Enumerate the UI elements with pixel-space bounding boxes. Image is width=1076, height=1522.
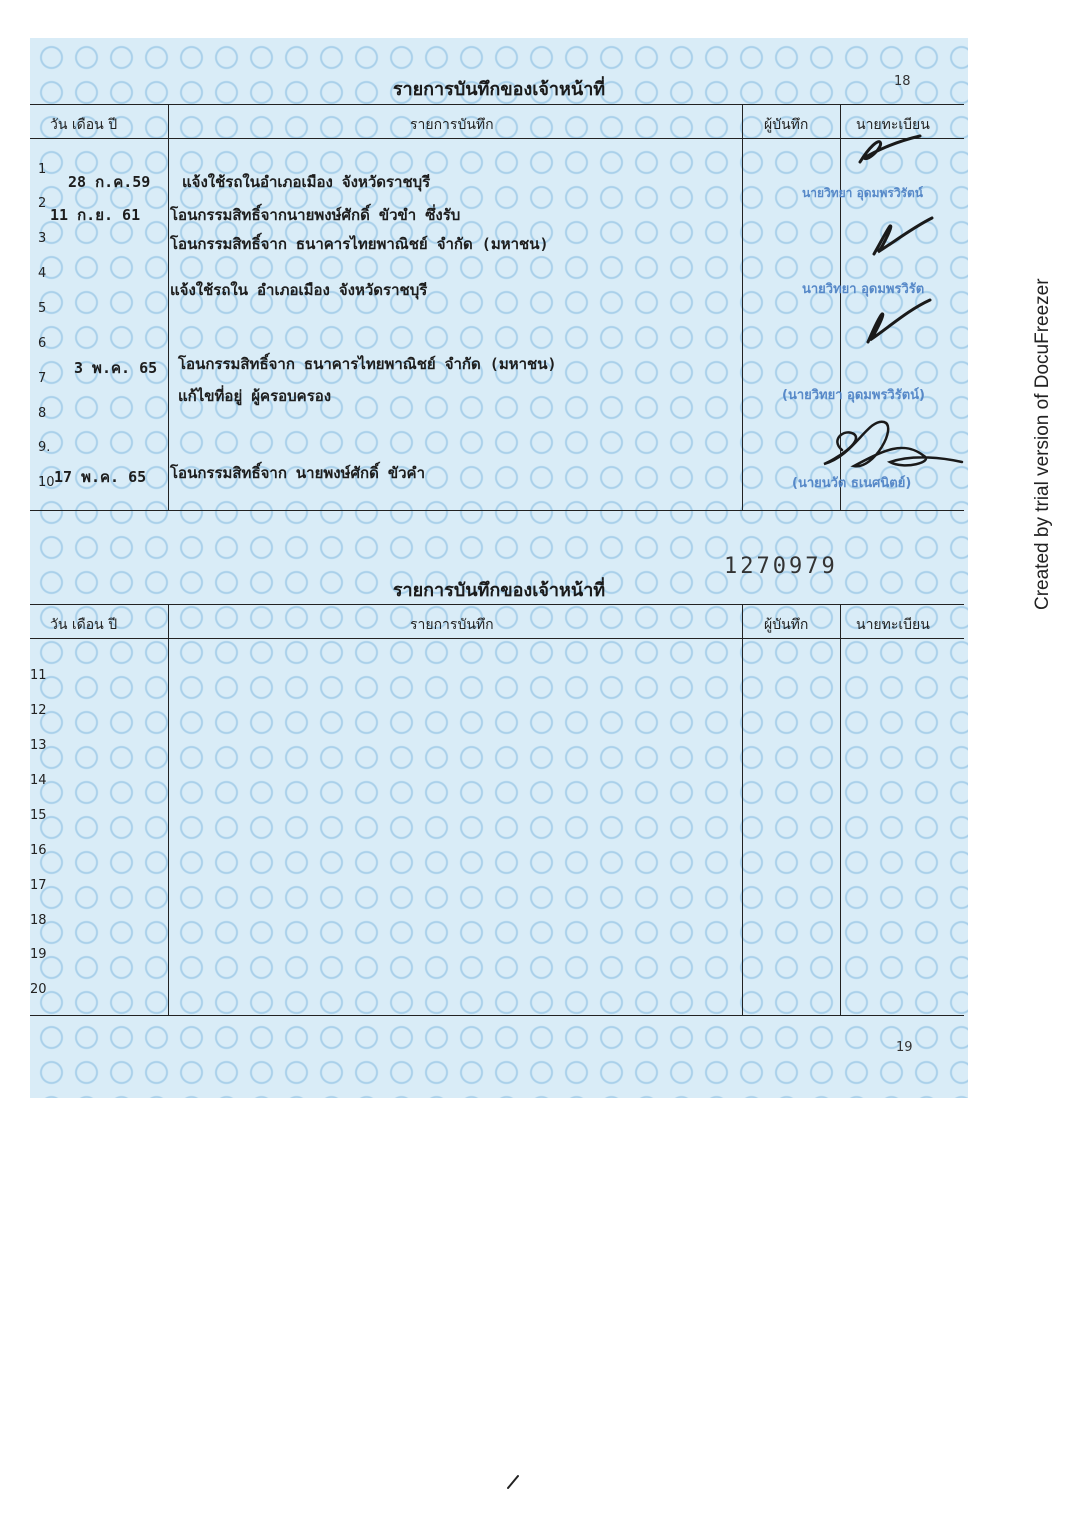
- signature-3: [858, 298, 932, 346]
- sheet2-header-registrar: นายทะเบียน: [856, 617, 930, 633]
- sheet2-col-divider-1: [168, 604, 169, 1015]
- signature-4: [794, 410, 964, 482]
- row-number: 9.: [38, 440, 51, 455]
- sheet2-top-rule: [30, 604, 964, 605]
- sheet1-header-recorder: ผู้บันทึก: [764, 117, 809, 133]
- entry-text: โอนกรรมสิทธิ์จาก นายพงษ์ศักดิ์ ขัวคำ: [170, 464, 425, 482]
- row-number: 20: [30, 982, 47, 997]
- row-number: 15: [30, 808, 47, 823]
- registration-page: [30, 38, 968, 1098]
- sheet1-title: รายการบันทึกของเจ้าหน้าที่: [392, 79, 606, 100]
- official-stamp: (นายนวัต ธเนศนิตย์): [792, 476, 912, 491]
- row-number: 8: [38, 406, 47, 421]
- row-number: 1: [38, 162, 47, 177]
- row-number: 7: [38, 371, 47, 386]
- entry-text: โอนกรรมสิทธิ์จากนายพงษ์ศักดิ์ ขัวขำ ซึ่งรับ: [170, 206, 461, 224]
- sheet2-page-number: 19: [896, 1040, 913, 1055]
- trial-watermark: Created by trial version of DocuFreezer: [1032, 278, 1053, 610]
- entry-text: โอนกรรมสิทธิ์จาก ธนาคารไทยพาณิชย์ จำกัด (มหาชน): [178, 355, 557, 373]
- row-number: 3: [38, 231, 47, 246]
- signature-2: [866, 214, 936, 258]
- entry-text: แก้ไขที่อยู่ ผู้ครอบครอง: [178, 387, 332, 405]
- row-number: 16: [30, 843, 47, 858]
- sheet1-header-registrar: นายทะเบียน: [856, 117, 930, 133]
- sheet1-header-rule: [30, 138, 964, 139]
- entry-date: 3 พ.ค. 65: [74, 359, 158, 377]
- entry-date: 11 ก.ย. 61: [50, 206, 141, 224]
- entry-text: แจ้งใช้รถในอำเภอเมือง จังหวัดราชบุรี: [182, 173, 431, 191]
- sheet2-header-rule: [30, 638, 964, 639]
- row-number: 2: [38, 196, 47, 211]
- signature-1: [850, 132, 926, 170]
- sheet2-col-divider-3: [840, 604, 841, 1015]
- row-number: 14: [30, 773, 47, 788]
- sheet2-col-divider-2: [742, 604, 743, 1015]
- official-stamp: นายวิทยา อุดมพรวิรัต: [802, 282, 925, 297]
- serial-number: 1270979: [724, 554, 838, 579]
- row-number: 5: [38, 301, 47, 316]
- sheet2-title: รายการบันทึกของเจ้าหน้าที่: [392, 580, 606, 601]
- row-number: 4: [38, 266, 47, 281]
- pen-mark: [506, 1474, 520, 1490]
- row-number: 11: [30, 668, 47, 683]
- sheet1-header-entries: รายการบันทึก: [410, 117, 494, 133]
- sheet2-header-entries: รายการบันทึก: [410, 617, 494, 633]
- sheet1-col-divider-1: [168, 104, 169, 510]
- sheet1-col-divider-2: [742, 104, 743, 510]
- official-stamp: (นายวิทยา อุดมพรวิรัตน์): [782, 388, 925, 403]
- sheet1-page-number: 18: [894, 74, 911, 89]
- row-number: 19: [30, 947, 47, 962]
- sheet2-bottom-rule: [30, 1015, 964, 1016]
- sheet2-header-recorder: ผู้บันทึก: [764, 617, 809, 633]
- entry-text: แจ้งใช้รถใน อำเภอเมือง จังหวัดราชบุรี: [170, 281, 428, 299]
- row-number: 12: [30, 703, 47, 718]
- row-number: 10: [38, 475, 55, 490]
- official-stamp: นายวิทยา อุดมพรวิรัตน์: [802, 186, 924, 200]
- sheet2-header-date: วัน เดือน ปี: [50, 617, 118, 633]
- row-number: 13: [30, 738, 47, 753]
- entry-date: 17 พ.ค. 65: [54, 468, 147, 486]
- sheet1-bottom-rule: [30, 510, 964, 511]
- row-number: 6: [38, 336, 47, 351]
- row-number: 18: [30, 913, 47, 928]
- sheet1-top-rule: [30, 104, 964, 105]
- sheet1-header-date: วัน เดือน ปี: [50, 117, 118, 133]
- entry-date: 28 ก.ค.59: [68, 173, 151, 191]
- row-number: 17: [30, 878, 47, 893]
- entry-text: โอนกรรมสิทธิ์จาก ธนาคารไทยพาณิชย์ จำกัด (มหาชน): [170, 235, 549, 253]
